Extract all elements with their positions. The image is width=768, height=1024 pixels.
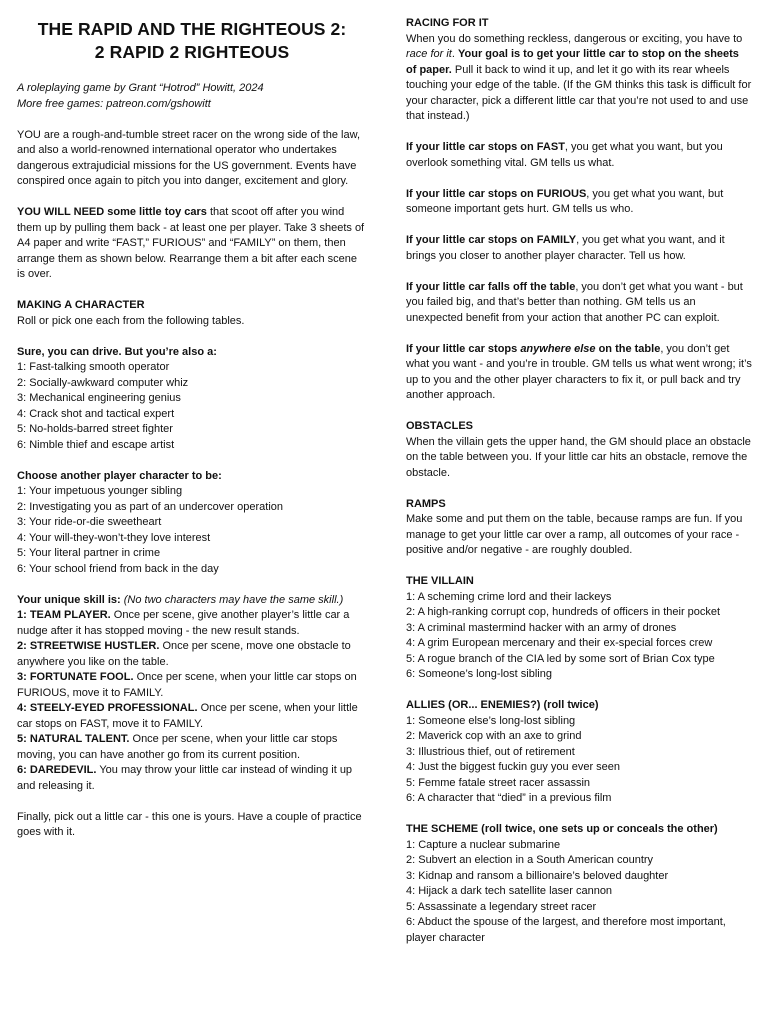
outcome-text: , you get what you want, but you overlook something vital. GM tells us what.	[406, 141, 723, 169]
outcome-bold-1: If your little car stops	[406, 342, 521, 355]
list-item: 5: Assassinate a legendary street racer	[406, 900, 597, 913]
another-pc-heading: Choose another player character to be:	[17, 469, 222, 482]
skill-text: You may throw your little car instead of winding it up and releasing it.	[17, 764, 353, 792]
racing-paragraph	[406, 32, 752, 125]
list-item: 1: Fast-talking smooth operator	[17, 361, 170, 373]
outcome-furious	[406, 187, 752, 218]
skill-heading-bold: Your unique skill is:	[17, 593, 121, 606]
list-item: 6: Someone’s long-lost sibling	[406, 668, 552, 680]
obstacles-text: When the villain gets the upper hand, the GM should place an obstacle on the table between you. If your little car hits an obstacle, remove the obstacle.	[406, 435, 751, 479]
allies-heading: ALLIES (OR... ENEMIES?) (roll twice)	[406, 699, 599, 711]
skill-name: 6: DAREDEVIL.	[17, 764, 97, 776]
obstacles-heading: OBSTACLES	[406, 420, 474, 432]
making-character-heading: MAKING A CHARACTER	[17, 299, 145, 311]
list-item: 1: A scheming crime lord and their lackeys	[406, 590, 612, 603]
racing-text-3: .	[451, 48, 458, 60]
title-line-2: 2 RAPID 2 RIGHTEOUS	[94, 42, 290, 62]
list-item: 6: Abduct the spouse of the largest, and therefore most important, player character	[406, 916, 726, 944]
list-item: 2: Subvert an election in a South American country	[406, 854, 654, 866]
list-item: 6: Nimble thief and escape artist	[17, 438, 175, 451]
list-item: 3: Kidnap and ransom a billionaire’s beloved daughter	[406, 869, 669, 882]
skill-item	[17, 670, 367, 701]
you-will-need-text: that scoot off after you wind them up by pulling them back - at least one per player. Take 3 sheets of A4 paper and write “FAST,” FURIOUS” and “FAMILY” on them, then arrange them as shown below. Rearrange them a bit after each scene is over.	[17, 206, 365, 280]
left-column	[17, 0, 367, 841]
skill-text: Once per scene, when your little car stops on FURIOUS, move it to FAMILY.	[17, 671, 357, 699]
villain-heading: THE VILLAIN	[406, 575, 474, 587]
list-item: 4: Hijack a dark tech satellite laser cannon	[406, 885, 613, 897]
outcome-text: , you get what you want, and it brings you closer to another player character. Tell us how.	[406, 234, 725, 262]
more-games-link: More free games: patreon.com/gshowitt	[17, 97, 211, 110]
outcome-falls-off	[406, 280, 752, 327]
skill-text: Once per scene, give another player’s little car a nudge after it has stopped moving - the new result stands.	[17, 609, 350, 637]
list-item: 2: A high-ranking corrupt cop, hundreds of officers in their pocket	[406, 606, 721, 618]
outcome-family	[406, 233, 752, 264]
list-item: 4: Crack shot and tactical expert	[17, 407, 175, 420]
skill-name: 5: NATURAL TALENT.	[17, 733, 130, 745]
list-item: 4: A grim European mercenary and their ex-special forces crew	[406, 637, 713, 649]
skill-note: (No two characters may have the same skill.)	[123, 593, 344, 606]
racing-text-1: When you do something reckless, dangerous or exciting, you have to	[406, 32, 743, 45]
list-item: 5: Femme fatale street racer assassin	[406, 776, 591, 789]
skill-name: 1: TEAM PLAYER.	[17, 609, 111, 621]
skill-item	[17, 763, 367, 794]
skill-text: Once per scene, when your little car stops on FAST, move it to FAMILY.	[17, 702, 358, 730]
racing-text-italic: race for it	[406, 48, 452, 60]
scheme-heading: THE SCHEME (roll twice, one sets up or conceals the other)	[406, 823, 718, 835]
ramps-text: Make some and put them on the table, because ramps are fun. If you manage to get your little car over a ramp, all outcomes of your race - positive and/or negative - are roughly doubled.	[406, 513, 743, 556]
ramps-heading: RAMPS	[406, 497, 446, 510]
outcome-fast	[406, 140, 752, 171]
outcome-bold-2: on the table	[595, 342, 661, 355]
list-item: 1: Your impetuous younger sibling	[17, 485, 183, 497]
outcome-text: , you get what you want, but someone important gets hurt. GM tells us who.	[406, 187, 724, 215]
list-item: 1: Capture a nuclear submarine	[406, 838, 561, 851]
list-item: 5: Your literal partner in crime	[17, 547, 161, 559]
you-will-need-bold: YOU WILL NEED some little toy cars	[17, 206, 207, 218]
skill-name: 4: STEELY-EYED PROFESSIONAL.	[17, 702, 198, 714]
list-item: 2: Socially-awkward computer whiz	[17, 376, 189, 389]
racing-goal: Your goal is to get your little car to stop on the sheets of paper.	[406, 48, 739, 76]
list-item: 2: Maverick cop with an axe to grind	[406, 730, 582, 742]
intro-paragraph: YOU are a rough-and-tumble street racer on the wrong side of the law, and also a world-renowned international operator who undertakes dangerous extrajudicial missions for the US government. Events have conspired once again to pitch you into danger, excitement and glory.	[17, 128, 361, 187]
skill-item	[17, 608, 367, 639]
list-item: 1: Someone else’s long-lost sibling	[406, 714, 576, 727]
racing-heading: RACING FOR IT	[406, 17, 489, 29]
racing-text-5: Pull it back to wind it up, and let it go with its rear wheels touching your edge of the table. (If the GM thinks this task is difficult for your character, pick a different little car that you’re not used to and use that instead.)	[406, 63, 752, 122]
skill-item	[17, 701, 367, 732]
list-item: 3: Illustrious thief, out of retirement	[406, 745, 575, 758]
drive-table-heading: Sure, you can drive. But you’re also a:	[17, 345, 217, 358]
skill-item	[17, 732, 367, 763]
list-item: 2: Investigating you as part of an undercover operation	[17, 500, 284, 513]
list-item: 4: Your will-they-won’t-they love interest	[17, 531, 211, 544]
skill-text: Once per scene, move one obstacle to anywhere you like on the table.	[17, 640, 351, 668]
list-item: 5: A rogue branch of the CIA led by some sort of Brian Cox type	[406, 652, 715, 665]
outcome-text: , you don’t get what you want - and you’re in trouble. GM tells us what went wrong; it’s up to you and the other player characters to fix it, or pull back and try another approach.	[406, 342, 752, 401]
you-will-need-paragraph	[17, 205, 367, 283]
list-item: 3: A criminal mastermind hacker with an army of drones	[406, 621, 677, 634]
list-item: 3: Mechanical engineering genius	[17, 392, 181, 404]
title-line-1: THE RAPID AND THE RIGHTEOUS 2:	[37, 19, 347, 39]
byline: A roleplaying game by Grant “Hotrod” Howitt, 2024	[17, 82, 264, 94]
list-item: 4: Just the biggest fuckin guy you ever seen	[406, 761, 621, 773]
skill-heading	[17, 593, 367, 609]
list-item: 5: No-holds-barred street fighter	[17, 423, 173, 435]
list-item: 3: Your ride-or-die sweetheart	[17, 516, 162, 528]
outcome-bold-italic: anywhere else	[520, 342, 596, 355]
outcome-text: , you don’t get what you want - but you failed big, and that’s better than nothing. GM tells us an unexpected benefit from your action that another PC can exploit.	[406, 280, 743, 324]
list-item: 6: Your school friend from back in the day	[17, 562, 219, 575]
skill-name: 3: FORTUNATE FOOL.	[17, 671, 134, 683]
skill-item	[17, 639, 367, 670]
making-character-text: Roll or pick one each from the following tables.	[17, 314, 245, 327]
outcome-bold: If your little car stops on FURIOUS	[406, 187, 587, 200]
outcome-bold: If your little car stops on FAMILY	[406, 234, 577, 246]
outcome-elsewhere	[406, 342, 752, 404]
page-title	[17, 18, 367, 64]
outcome-bold: If your little car falls off the table	[406, 280, 576, 293]
outcome-bold: If your little car stops on FAST	[406, 141, 565, 153]
skill-name: 2: STREETWISE HUSTLER.	[17, 640, 160, 652]
list-item: 6: A character that “died” in a previous film	[406, 792, 612, 804]
finally-paragraph: Finally, pick out a little car - this one is yours. Have a couple of practice goes with it.	[17, 810, 362, 838]
right-column	[406, 0, 752, 946]
skill-text: Once per scene, when your little car stops moving, you can have another go from its current position.	[17, 733, 338, 761]
